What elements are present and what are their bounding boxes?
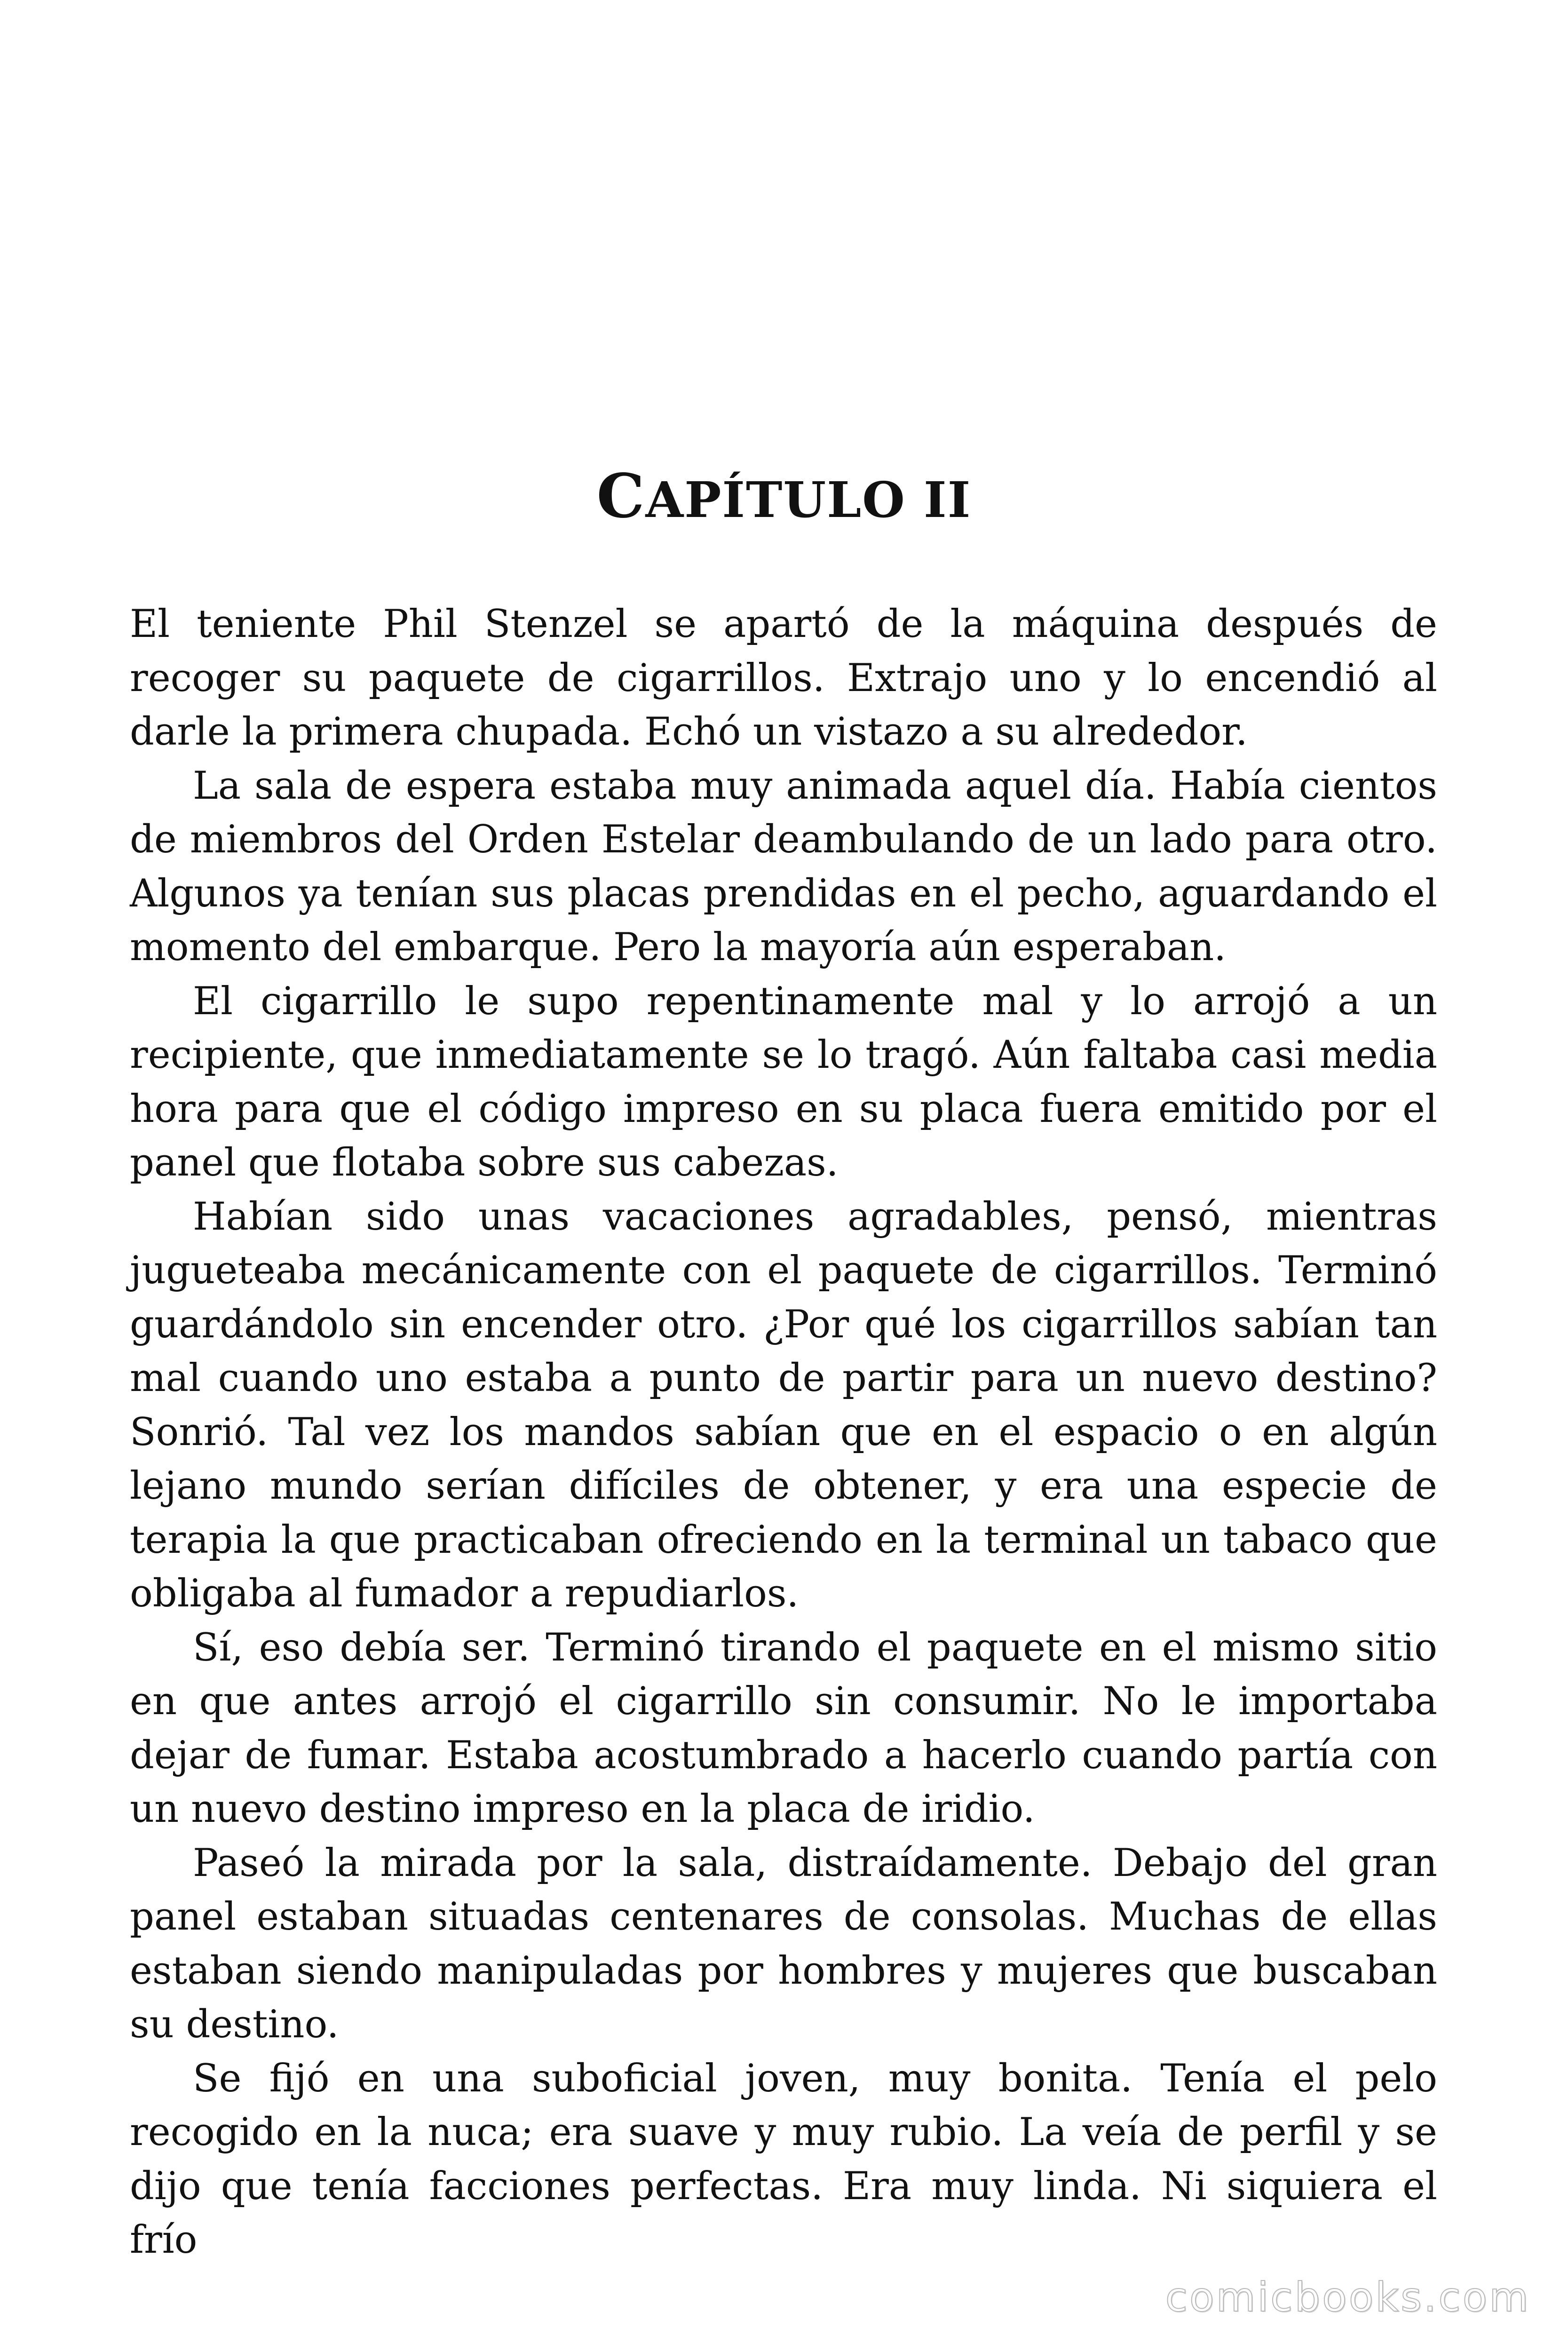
chapter-title-rest: APÍTULO II [645, 471, 972, 529]
paragraph-6: Paseó la mirada por la sala, distraídamente. Debajo del gran panel estaban situadas centenares de consolas. Muchas de ellas estaban siendo manipuladas por hombres y mujeres que buscaban su destino. [130, 1841, 1437, 2047]
paragraph-2: La sala de espera estaba muy animada aquel día. Había cientos de miembros del Orden Estelar deambulando de un lado para otro. Algunos ya tenían sus placas prendidas en el pecho, aguardando el momento del embarque. Pero la mayoría aún esperaban. [130, 763, 1437, 969]
chapter-title-initial: C [596, 461, 646, 532]
paragraph-3: El cigarrillo le supo repentinamente mal y lo arrojó a un recipiente, que inmediatamente se lo tragó. Aún faltaba casi media hora para que el código impreso en su placa fuera emitido por el panel que flotaba sobre sus cabezas. [130, 979, 1437, 1185]
paragraph-7: Se fijó en una suboficial joven, muy bonita. Tenía el pelo recogido en la nuca; era suave y muy rubio. La veía de perfil y se dijo que tenía facciones perfectas. Era muy linda. Ni siquiera el frío [130, 2056, 1437, 2262]
paragraph-1: El teniente Phil Stenzel se apartó de la máquina después de recoger su paquete de cigarrillos. Extrajo uno y lo encendió al darle la primera chupada. Echó un vistazo a su alrededor. [130, 602, 1437, 754]
chapter-body [130, 597, 1437, 2267]
paragraph-4: Habían sido unas vacaciones agradables, pensó, mientras jugueteaba mecánicamente con el paquete de cigarrillos. Terminó guardándolo sin encender otro. ¿Por qué los cigarrillos sabían tan mal cuando uno estaba a punto de partir para un nuevo destino? Sonrió. Tal vez los mandos sabían que en el espacio o en algún lejano mundo serían difíciles de obtener, y era una especie de terapia la que practicaban ofreciendo en la terminal un tabaco que obligaba al fumador a repudiarlos. [130, 1194, 1437, 1616]
paragraph-5: Sí, eso debía ser. Terminó tirando el paquete en el mismo sitio en que antes arrojó el cigarrillo sin consumir. No le importaba dejar de fumar. Estaba acostumbrado a hacerlo cuando partía con un nuevo destino impreso en la placa de iridio. [130, 1625, 1437, 1831]
chapter-title [0, 459, 1568, 538]
watermark: comicbooks.com [1165, 2274, 1530, 2321]
